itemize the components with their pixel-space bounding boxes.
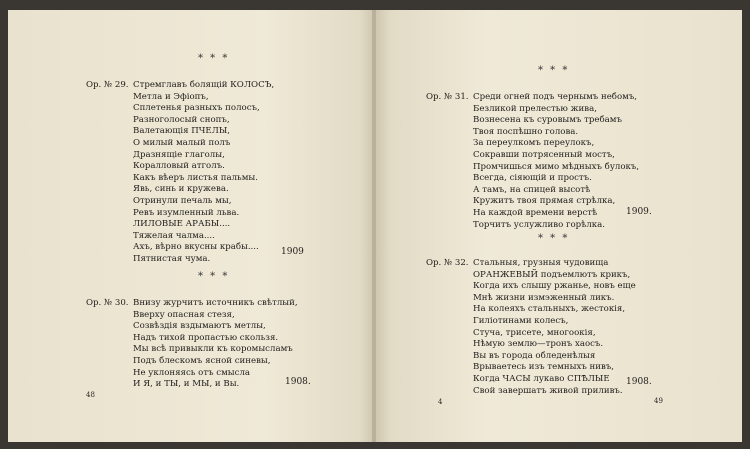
poem-line: Свой завершатъ живой приливъ. bbox=[473, 385, 623, 396]
poem-29-year: 1909 bbox=[281, 247, 304, 257]
page-number-left: 48 bbox=[86, 391, 95, 399]
poem-line: Стальныя, грузныя чудовища bbox=[473, 258, 609, 268]
poem-line: Подъ блескомъ ясной синевы, bbox=[133, 355, 271, 366]
signature-mark: 4 bbox=[438, 398, 443, 406]
opus-label-32: Ор. № 32. bbox=[426, 258, 469, 268]
section-divider-stars: * * * bbox=[538, 233, 570, 244]
poem-line: Среди огней подъ чернымъ небомъ, bbox=[473, 92, 638, 102]
poem-line: Безликой прелестью жива, bbox=[473, 103, 597, 114]
poem-31-year: 1909. bbox=[626, 207, 652, 217]
poem-line: Вверху опасная стезя, bbox=[133, 309, 235, 320]
poem-32-year: 1908. bbox=[626, 377, 652, 387]
poem-line: ЛИЛОВЫЕ АРАБЫ.... bbox=[133, 219, 231, 230]
poem-line: Торчитъ услужливо горѣлка. bbox=[473, 219, 606, 230]
poem-line: Вознесена къ суровымъ требамъ bbox=[473, 115, 622, 126]
poem-line: Мнѣ жизни измэженный ликъ. bbox=[473, 292, 615, 303]
poem-line: На каждой времени верстѣ bbox=[473, 207, 598, 218]
poem-line: На колеяхъ стальныхъ, жестокія, bbox=[473, 304, 626, 315]
poem-line: Сокравши потрясенный мостъ, bbox=[473, 149, 615, 160]
right-page bbox=[376, 10, 742, 442]
poem-line: Пятнистая чума. bbox=[133, 253, 211, 264]
poem-line: За переулкомъ переулокъ, bbox=[473, 138, 595, 149]
poem-line: Кружитъ твоя прямая стрѣлка, bbox=[473, 196, 616, 207]
section-divider-stars: * * * bbox=[198, 271, 230, 282]
poem-29 bbox=[133, 80, 274, 266]
book-spread bbox=[8, 10, 742, 442]
poem-line: Ахъ, вѣрно вкусны крабы.... bbox=[133, 242, 259, 253]
poem-line: Гиліотинами колесъ, bbox=[473, 315, 569, 326]
poem-line: О милый малый полъ bbox=[133, 137, 231, 148]
poem-32 bbox=[473, 258, 636, 397]
poem-line: И Я, и ТЫ, и МЫ, и Вы. bbox=[133, 379, 240, 390]
poem-line: Когда ЧАСЫ лукаво СПѢЛЫЕ bbox=[473, 373, 610, 384]
poem-line: Не уклоняясь отъ смысла bbox=[133, 367, 251, 378]
poem-line: Когда ихъ слышу ржанье, новъ еще bbox=[473, 281, 636, 292]
poem-line: Надъ тихой пропастью скользя. bbox=[133, 332, 279, 343]
poem-line: Мы всѣ привыкли къ коромысламъ bbox=[133, 344, 293, 355]
poem-line: Нѣмую землю—тронъ хаосъ. bbox=[473, 339, 604, 350]
poem-line: Тяжелая чалма.... bbox=[133, 230, 215, 241]
left-page bbox=[8, 10, 374, 442]
poem-line: Твоя поспѣшно голова. bbox=[473, 126, 579, 137]
opus-label-29: Ор. № 29. bbox=[86, 80, 129, 90]
poem-line: Какъ вѣеръ листья пальмы. bbox=[133, 172, 258, 183]
poem-line: Вы въ города обледенѣлыя bbox=[473, 350, 596, 361]
poem-line: Явь, синь и кружева. bbox=[133, 184, 229, 195]
poem-line: ОРАНЖЕВЫЙ подъемлютъ крикъ, bbox=[473, 269, 631, 280]
poem-line: Врываетесь изъ темныхъ нивъ, bbox=[473, 362, 615, 373]
poem-line: Дразнящіе глаголы, bbox=[133, 149, 225, 160]
poem-31 bbox=[473, 92, 639, 231]
poem-line: Всегда, сіяющій и простъ. bbox=[473, 173, 592, 184]
poem-line: Сплетенья разныхъ полосъ, bbox=[133, 103, 260, 114]
poem-line: Коралловый атголъ. bbox=[133, 161, 225, 172]
section-divider-stars: * * * bbox=[538, 65, 570, 76]
section-divider-stars: * * * bbox=[198, 53, 230, 64]
poem-line: Ревъ изумленный льва. bbox=[133, 207, 240, 218]
page-number-right: 49 bbox=[654, 397, 663, 405]
opus-label-30: Ор. № 30. bbox=[86, 298, 129, 308]
poem-line: Отринули печаль мы, bbox=[133, 195, 232, 206]
poem-line: А тамъ, на спицей высотѣ bbox=[473, 184, 591, 195]
poem-line: Внизу журчитъ источникъ свѣтлый, bbox=[133, 298, 298, 308]
opus-label-31: Ор. № 31. bbox=[426, 92, 469, 102]
poem-line: Промчишься мимо мѣдныхъ булокъ, bbox=[473, 161, 640, 172]
poem-line: Стуча, трисете, многоокія, bbox=[473, 327, 596, 338]
poem-30 bbox=[133, 298, 298, 391]
poem-line: Метла и Эфіопъ, bbox=[133, 91, 209, 102]
poem-line: Созвѣздія вздымаютъ метлы, bbox=[133, 321, 266, 332]
poem-30-year: 1908. bbox=[285, 377, 311, 387]
poem-line: Стремглавъ болящій КОЛОСЪ, bbox=[133, 80, 275, 90]
poem-line: Валетающія ПЧЕЛЫ, bbox=[133, 126, 231, 137]
poem-line: Разноголосый снопъ, bbox=[133, 114, 230, 125]
